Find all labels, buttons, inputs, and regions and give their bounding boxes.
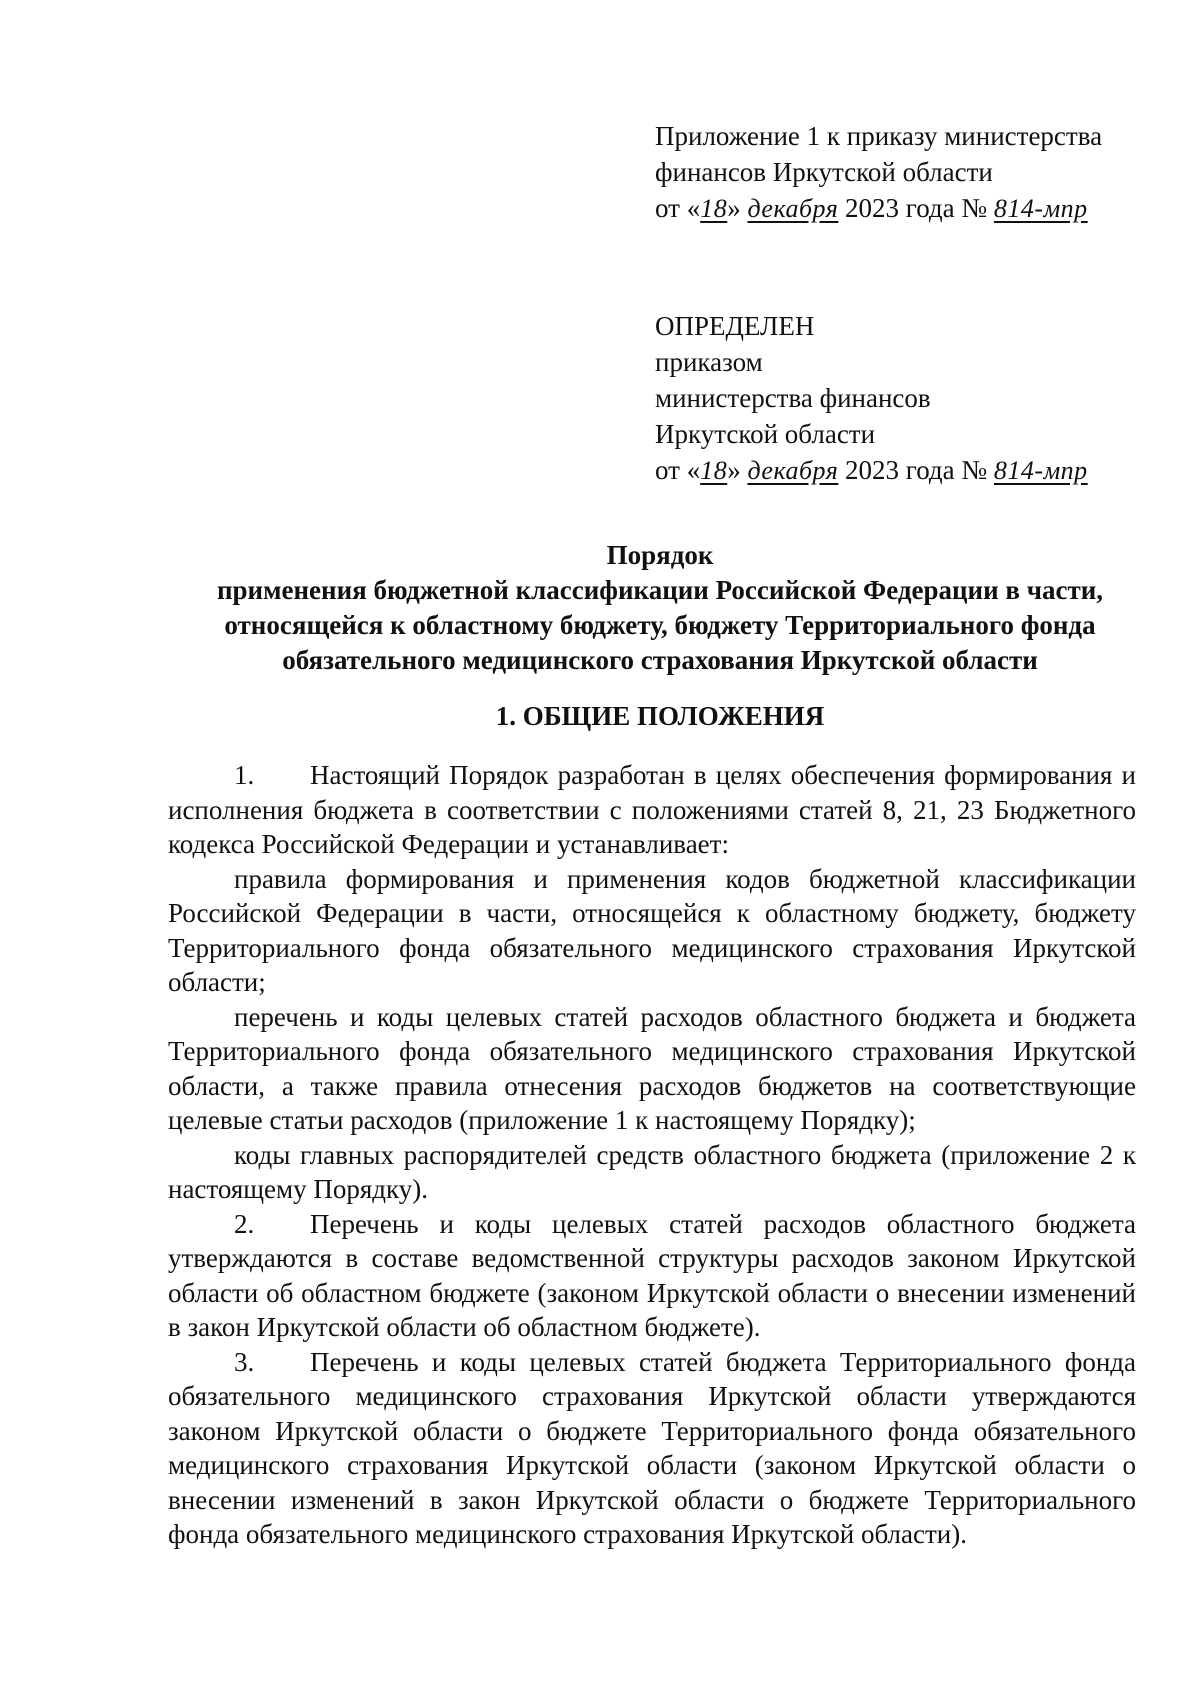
paragraph-number: 1. bbox=[234, 760, 255, 790]
paragraph-number: 2. bbox=[234, 1208, 255, 1239]
title-line-4: обязательного медицинского страхования Иркутской области bbox=[282, 645, 1038, 675]
title-line-2: применения бюджетной классификации Российской Федерации в части, bbox=[216, 575, 1104, 605]
title-line-3: относящейся к областному бюджету, бюджету Территориального фонда bbox=[224, 610, 1096, 640]
determined-date-line: от «18» декабря 2023 года № 814-мпр bbox=[655, 455, 1088, 485]
handwritten-day: 18 bbox=[700, 456, 728, 485]
document-title bbox=[160, 538, 1160, 678]
determined-line-1: приказом bbox=[655, 347, 763, 377]
section-heading: 1. ОБЩИЕ ПОЛОЖЕНИЯ bbox=[495, 701, 825, 731]
handwritten-number: 814-мпр bbox=[993, 194, 1088, 223]
appendix-header bbox=[655, 118, 1102, 227]
document-body bbox=[168, 758, 1136, 1552]
determined-header bbox=[655, 308, 1088, 489]
paragraph-1: 1. Настоящий Порядок разработан в целях обеспечения формирования и исполнения бюджета в соответствии с положениями статей 8, 21, 23 Бюджетного кодекса Российской Федерации и устанавливает: bbox=[168, 760, 1136, 859]
appendix-line-1: Приложение 1 к приказу министерства bbox=[655, 121, 1103, 151]
determined-line-3: Иркутской области bbox=[655, 419, 876, 449]
handwritten-number: 814-мпр bbox=[993, 456, 1088, 485]
paragraph-1a: правила формирования и применения кодов бюджетной классификации Российской Федерации в части, относящейся к областному бюджету, бюджету Территориального фонда обязательного медицинского страхования Иркутской области; bbox=[168, 863, 1136, 997]
determined-line-2: министерства финансов bbox=[655, 383, 931, 413]
appendix-date-line: от «18» декабря 2023 года № 814-мпр bbox=[655, 193, 1088, 223]
paragraph-number: 3. bbox=[234, 1346, 255, 1377]
paragraph-3: 3. Перечень и коды целевых статей бюджета Территориального фонда обязательного медицинского страхования Иркутской области утверждаются законом Иркутской области о бюджете Территориального фонда обязательного медицинского страхования Иркутской области (законом Иркутской области о внесении изменений в закон Иркутской области о бюджете Территориального фонда обязательного медицинского страхования Иркутской области). bbox=[168, 1346, 1136, 1549]
appendix-line-2: финансов Иркутской области bbox=[655, 157, 993, 187]
handwritten-day: 18 bbox=[700, 194, 728, 223]
paragraph-2: 2. Перечень и коды целевых статей расходов областного бюджета утверждаются в составе ведомственной структуры расходов законом Иркутской области об областном бюджете (законом Иркутской области о внесении изменений в закон Иркутской области об областном бюджете). bbox=[168, 1208, 1136, 1342]
title-line-1: Порядок bbox=[606, 540, 714, 570]
handwritten-month: декабря bbox=[747, 456, 839, 485]
paragraph-1c: коды главных распорядителей средств областного бюджета (приложение 2 к настоящему Порядку). bbox=[168, 1139, 1136, 1204]
handwritten-month: декабря bbox=[747, 194, 839, 223]
determined-heading: ОПРЕДЕЛЕН bbox=[655, 311, 815, 341]
paragraph-1b: перечень и коды целевых статей расходов областного бюджета и бюджета Территориального фонда обязательного медицинского страхования Иркутской области, а также правила отнесения расходов бюджетов на соответствующие целевые статьи расходов (приложение 1 к настоящему Порядку); bbox=[168, 1001, 1136, 1135]
